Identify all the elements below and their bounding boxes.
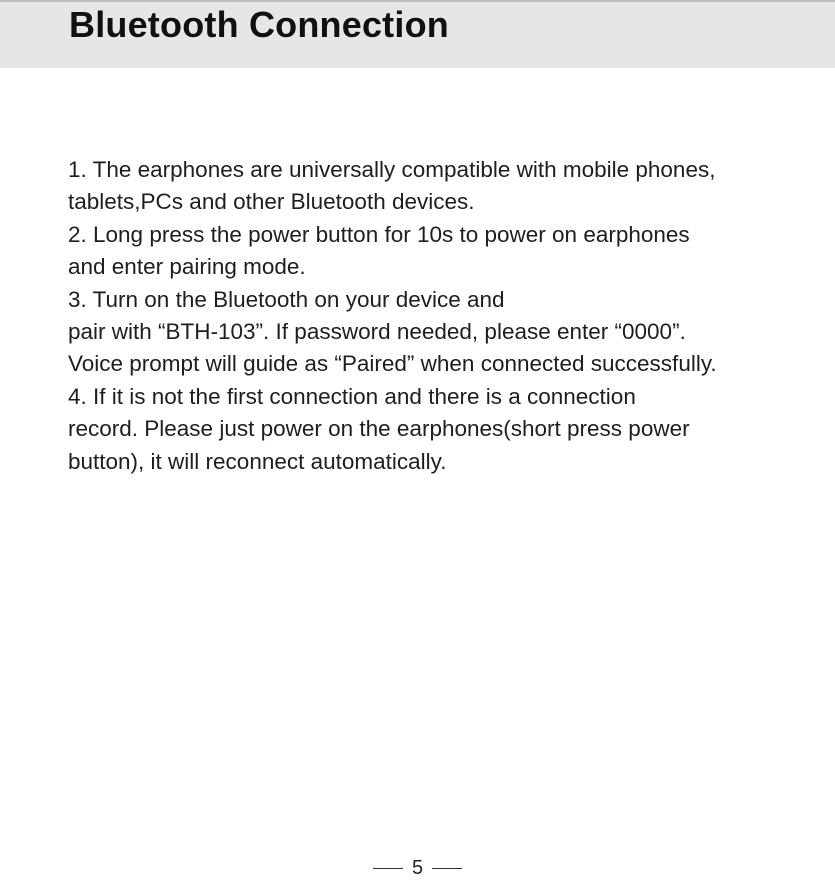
instruction-line: tablets,PCs and other Bluetooth devices. (68, 189, 475, 215)
instruction-line: pair with “BTH-103”. If password needed, please enter “0000”. (68, 319, 686, 345)
right-dash (432, 868, 462, 870)
header-band (0, 0, 835, 68)
page-title: Bluetooth Connection (69, 4, 449, 45)
instruction-line: 1. The earphones are universally compatible with mobile phones, (68, 157, 716, 182)
instruction-line: 3. Turn on the Bluetooth on your device and (68, 286, 505, 312)
instruction-line: 4. If it is not the first connection and there is a connection (68, 383, 636, 409)
instruction-line: record. Please just power on the earphones(short press power (68, 416, 690, 442)
page-number: 5 (411, 857, 424, 879)
instruction-line: button), it will reconnect automatically. (68, 448, 447, 474)
left-dash (373, 868, 403, 870)
instruction-line: Voice prompt will guide as “Paired” when connected successfully. (68, 351, 717, 377)
instruction-line: 2. Long press the power button for 10s to power on earphones (68, 221, 690, 247)
page-footer (0, 856, 835, 880)
instruction-line: and enter pairing mode. (68, 254, 306, 280)
instructions-body (68, 154, 808, 478)
